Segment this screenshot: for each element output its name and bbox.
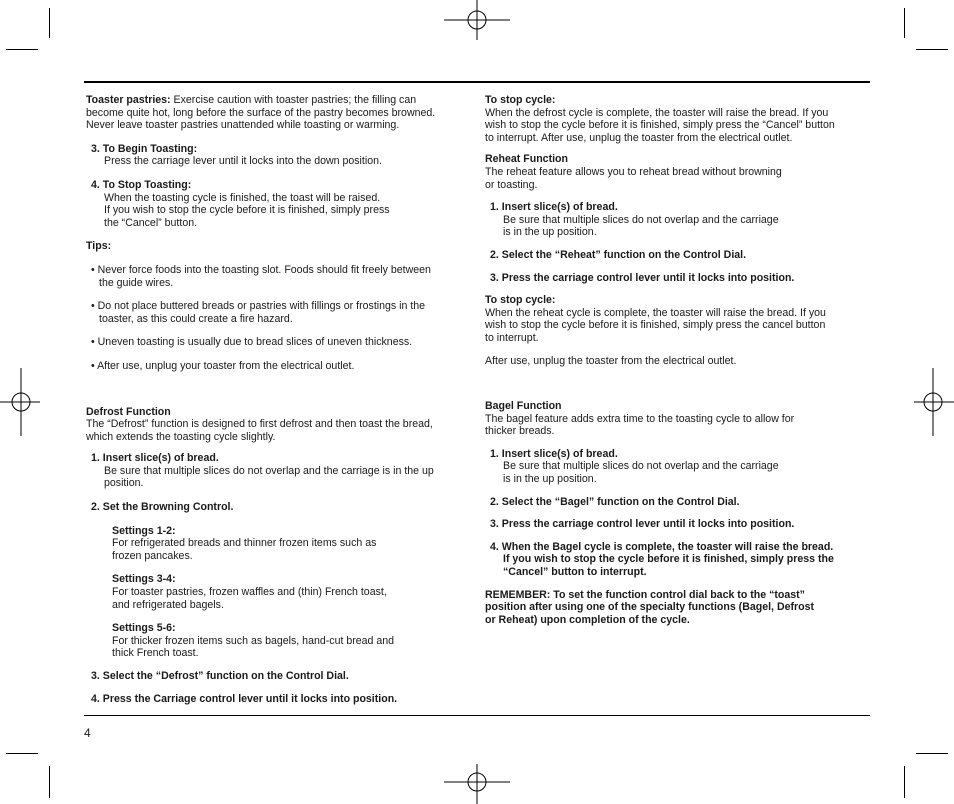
left-column bbox=[86, 94, 466, 705]
tip-item: toaster, as this could create a fire hazard. bbox=[99, 312, 293, 325]
step-text: Be sure that multiple slices do not overlap and the carriage bbox=[503, 213, 779, 226]
section-text: When the reheat cycle is complete, the toaster will raise the bread. If you bbox=[485, 306, 826, 319]
step-heading: 4. To Stop Toasting: bbox=[91, 178, 192, 191]
crop-mark bbox=[49, 766, 50, 798]
section-text: to interrupt. After use, unplug the toaster from the electrical outlet. bbox=[485, 131, 793, 144]
crop-mark bbox=[49, 8, 50, 38]
section-text: which extends the toasting cycle slightly. bbox=[86, 430, 276, 443]
step-text: Press the carriage lever until it locks into the down position. bbox=[104, 155, 382, 168]
remember-note: position after using one of the specialty functions (Bagel, Defrost bbox=[485, 601, 815, 614]
step-heading: 2. Select the “Bagel” function on the Control Dial. bbox=[490, 495, 740, 508]
step-heading: 2. Select the “Reheat” function on the Control Dial. bbox=[490, 248, 747, 261]
step-heading: 2. Set the Browning Control. bbox=[91, 501, 234, 514]
settings-text: For thicker frozen items such as bagels, hand-cut bread and bbox=[112, 634, 395, 647]
right-column bbox=[485, 94, 870, 626]
step-heading: 3. To Begin Toasting: bbox=[91, 142, 198, 155]
settings-text: frozen pancakes. bbox=[112, 549, 193, 562]
tip-item: • Never force foods into the toasting slot. Foods should fit freely between bbox=[91, 263, 431, 276]
step-text: When the toasting cycle is finished, the toast will be raised. bbox=[104, 191, 381, 204]
settings-text: For refrigerated breads and thinner frozen items such as bbox=[112, 537, 377, 550]
step-heading: 3. Press the carriage control lever until it locks into position. bbox=[490, 518, 795, 531]
crop-mark bbox=[916, 753, 948, 754]
section-text: wish to stop the cycle before it is finished, simply press the “Cancel” button bbox=[485, 119, 835, 132]
section-text: The bagel feature adds extra time to the toasting cycle to allow for bbox=[485, 412, 795, 425]
step-text: Be sure that multiple slices do not overlap and the carriage bbox=[503, 460, 779, 473]
pastries-line: Never leave toaster pastries unattended while toasting or warming. bbox=[86, 119, 400, 132]
crop-mark bbox=[916, 49, 948, 50]
section-heading: Defrost Function bbox=[86, 405, 171, 418]
settings-text: thick French toast. bbox=[112, 647, 199, 660]
registration-mark-right bbox=[914, 368, 954, 436]
section-text: or toasting. bbox=[485, 178, 538, 191]
registration-mark-left bbox=[0, 368, 40, 436]
section-heading: To stop cycle: bbox=[485, 294, 556, 307]
settings-heading: Settings 3-4: bbox=[112, 573, 176, 586]
registration-mark-top bbox=[444, 0, 510, 40]
step-heading: 1. Insert slice(s) of bread. bbox=[490, 447, 618, 460]
remember-note: or Reheat) upon completion of the cycle. bbox=[485, 613, 690, 626]
section-heading: Reheat Function bbox=[485, 153, 568, 166]
footer-rule bbox=[84, 715, 870, 716]
section-heading: To stop cycle: bbox=[485, 94, 556, 106]
crop-mark bbox=[6, 753, 38, 754]
tip-item: • Uneven toasting is usually due to bread slices of uneven thickness. bbox=[91, 336, 413, 349]
pastries-line: become quite hot, long before the surface of the pastry becomes browned. bbox=[86, 106, 436, 119]
step-text: the “Cancel” button. bbox=[104, 216, 198, 229]
header-rule bbox=[84, 81, 870, 83]
pastries-paragraph: Toaster pastries: Exercise caution with toaster pastries; the filling can bbox=[86, 94, 417, 106]
settings-heading: Settings 1-2: bbox=[112, 524, 176, 537]
crop-mark bbox=[904, 8, 905, 38]
step-heading: If you wish to stop the cycle before it is finished, simply press the bbox=[503, 553, 834, 566]
tips-heading: Tips: bbox=[86, 240, 112, 253]
section-text: The “Defrost” function is designed to first defrost and then toast the bread, bbox=[86, 418, 433, 431]
step-text: If you wish to stop the cycle before it is finished, simply press bbox=[104, 204, 390, 217]
settings-text: For toaster pastries, frozen waffles and (thin) French toast, bbox=[112, 586, 387, 599]
step-heading: 3. Select the “Defrost” function on the Control Dial. bbox=[91, 670, 349, 682]
registration-mark-bottom bbox=[444, 764, 510, 804]
section-text: to interrupt. bbox=[485, 331, 539, 344]
section-text: The reheat feature allows you to reheat bread without browning bbox=[485, 165, 782, 178]
page-number: 4 bbox=[84, 726, 91, 740]
step-heading: 1. Insert slice(s) of bread. bbox=[490, 201, 618, 214]
step-heading: 4. When the Bagel cycle is complete, the toaster will raise the bread. bbox=[490, 540, 834, 553]
tip-item: • After use, unplug your toaster from the electrical outlet. bbox=[91, 359, 355, 372]
step-heading: 3. Press the carriage control lever until it locks into position. bbox=[490, 271, 795, 284]
settings-text: and refrigerated bagels. bbox=[112, 598, 224, 611]
tip-item: • Do not place buttered breads or pastries with fillings or frostings in the bbox=[91, 300, 426, 313]
step-text: Be sure that multiple slices do not overlap and the carriage is in the up bbox=[104, 464, 434, 477]
settings-heading: Settings 5-6: bbox=[112, 622, 176, 635]
section-text: When the defrost cycle is complete, the toaster will raise the bread. If you bbox=[485, 106, 829, 119]
step-heading: “Cancel” button to interrupt. bbox=[503, 566, 647, 579]
step-text: is in the up position. bbox=[503, 226, 597, 239]
step-text: is in the up position. bbox=[503, 473, 597, 486]
crop-mark bbox=[6, 49, 38, 50]
section-text: After use, unplug the toaster from the electrical outlet. bbox=[485, 354, 737, 367]
step-heading: 4. Press the Carriage control lever until it locks into position. bbox=[91, 692, 398, 705]
remember-note: REMEMBER: To set the function control dial back to the “toast” bbox=[485, 588, 805, 601]
crop-mark bbox=[904, 766, 905, 798]
section-text: thicker breads. bbox=[485, 425, 555, 438]
step-heading: 1. Insert slice(s) of bread. bbox=[91, 452, 219, 465]
section-text: wish to stop the cycle before it is finished, simply press the cancel button bbox=[485, 319, 826, 332]
step-text: position. bbox=[104, 477, 144, 490]
tip-item: the guide wires. bbox=[99, 276, 174, 289]
section-heading: Bagel Function bbox=[485, 400, 562, 413]
